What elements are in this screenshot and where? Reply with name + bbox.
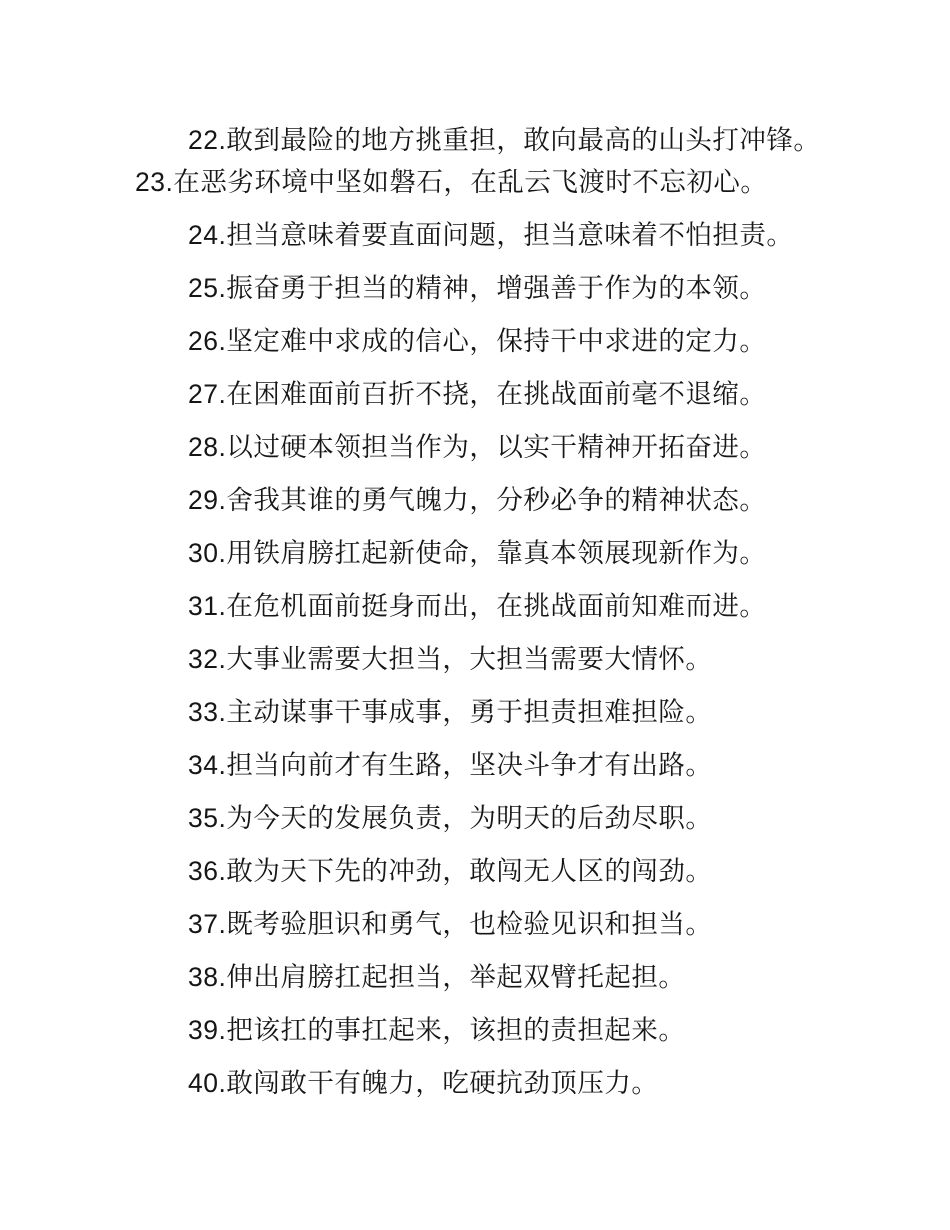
list-item-38: 38.伸出肩膀扛起担当，举起双臂托起担。 bbox=[188, 962, 686, 992]
list-item-32: 32.大事业需要大担当，大担当需要大情怀。 bbox=[188, 644, 713, 674]
list-item-36: 36.敢为天下先的冲劲，敢闯无人区的闯劲。 bbox=[188, 856, 713, 886]
list-item-34: 34.担当向前才有生路，坚决斗争才有出路。 bbox=[188, 750, 713, 780]
list-item-35: 35.为今天的发展负责，为明天的后劲尽职。 bbox=[188, 803, 713, 833]
list-item-23: 23.在恶劣环境中坚如磐石，在乱云飞渡时不忘初心。 bbox=[135, 167, 768, 197]
list-item-30: 30.用铁肩膀扛起新使命，靠真本领展现新作为。 bbox=[188, 538, 767, 568]
list-item-33: 33.主动谋事干事成事，勇于担责担难担险。 bbox=[188, 697, 713, 727]
list-item-22: 22.敢到最险的地方挑重担，敢向最高的山头打冲锋。 bbox=[188, 125, 821, 155]
list-item-27: 27.在困难面前百折不挠，在挑战面前毫不退缩。 bbox=[188, 379, 767, 409]
list-item-24: 24.担当意味着要直面问题，担当意味着不怕担责。 bbox=[188, 220, 794, 250]
list-item-29: 29.舍我其谁的勇气魄力，分秒必争的精神状态。 bbox=[188, 485, 767, 515]
list-item-25: 25.振奋勇于担当的精神，增强善于作为的本领。 bbox=[188, 273, 767, 303]
list-item-37: 37.既考验胆识和勇气，也检验见识和担当。 bbox=[188, 909, 713, 939]
list-item-31: 31.在危机面前挺身而出，在挑战面前知难而进。 bbox=[188, 591, 767, 621]
list-item-26: 26.坚定难中求成的信心，保持干中求进的定力。 bbox=[188, 326, 767, 356]
list-item-40: 40.敢闯敢干有魄力，吃硬抗劲顶压力。 bbox=[188, 1068, 659, 1098]
list-item-28: 28.以过硬本领担当作为，以实干精神开拓奋进。 bbox=[188, 432, 767, 462]
list-item-39: 39.把该扛的事扛起来，该担的责担起来。 bbox=[188, 1015, 686, 1045]
